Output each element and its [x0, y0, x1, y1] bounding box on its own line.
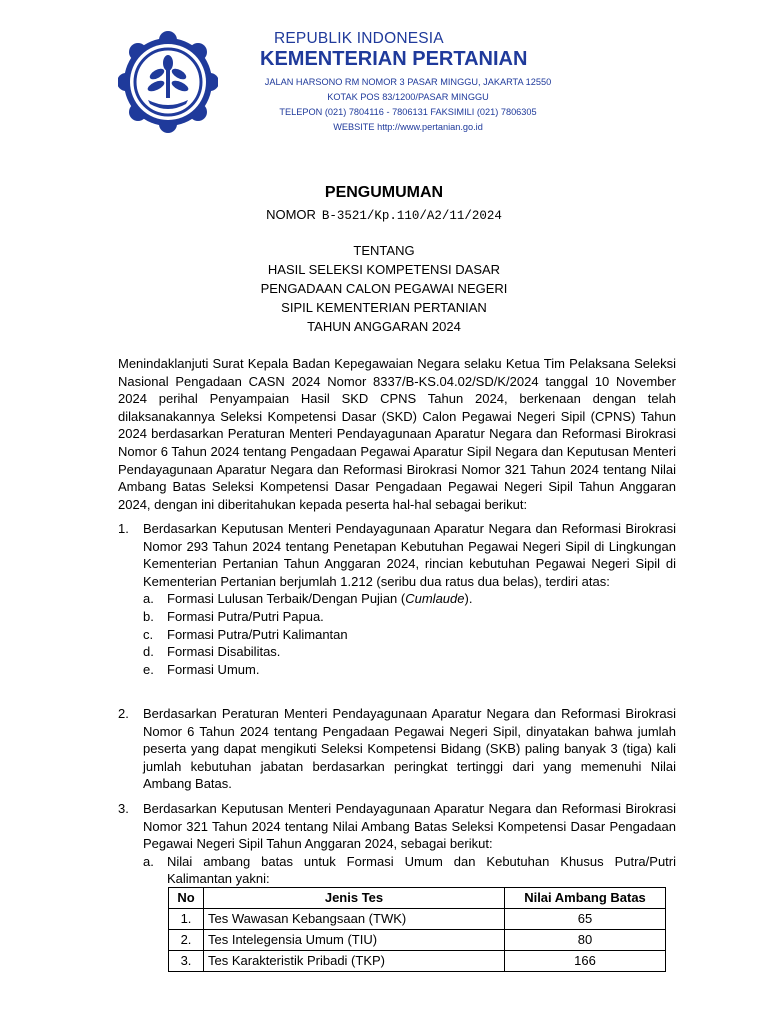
sub-item	[143, 608, 676, 626]
document-number	[0, 207, 768, 223]
sub-item-text: Nilai ambang batas untuk Formasi Umum dan Kebutuhan Khusus Putra/Putri Kalimantan yakni:	[167, 853, 676, 887]
sub-item-text: Formasi Disabilitas.	[167, 644, 281, 660]
list-item	[118, 520, 676, 678]
letterhead-website: WEBSITE http://www.pertanian.go.id	[333, 122, 483, 132]
letterhead-pobox: KOTAK POS 83/1200/PASAR MINGGU	[327, 92, 489, 102]
list-item-number: 1.	[118, 521, 129, 536]
table-cell-no: 2.	[169, 930, 204, 951]
threshold-table	[168, 887, 666, 972]
table-cell-no: 3.	[169, 951, 204, 972]
column-header-jenis-tes: Jenis Tes	[204, 888, 505, 909]
table-cell-jenis-tes: Tes Wawasan Kebangsaan (TWK)	[204, 909, 505, 930]
document-number-label: NOMOR	[266, 207, 316, 222]
sub-item-letter: b.	[143, 608, 154, 624]
table-row	[169, 930, 666, 951]
sub-item-letter: c.	[143, 626, 154, 642]
table-row	[169, 909, 666, 930]
intro-paragraph: Menindaklanjuti Surat Kepala Badan Kepegawaian Negara selaku Ketua Tim Pelaksana Seleksi Nasional Pengadaan CASN 2024 Nomor 8337/B-KS.04.02/SD/K/2024 tanggal 10 November 2024 perihal Penyampaian Hasil SKD CPNS Tahun 2024, berkenaan dengan telah dilaksanakannya Seleksi Kompetensi Dasar (SKD) Calon Pegawai Negeri Sipil (CPNS) Tahun 2024 berdasarkan Peraturan Menteri Pendayagunaan Aparatur Negara dan Reformasi Birokrasi Nomor 6 Tahun 2024 tentang Pengadaan Pegawai Aparatur Sipil Negara dan Keputusan Menteri Pendayagunaan Aparatur Negara dan Reformasi Birokrasi Nomor 321 Tahun 2024 tentang Nilai Ambang Batas Seleksi Kompetensi Dasar Pengadaan Pegawai Negeri Sipil Tahun Anggaran 2024, dengan ini diberitahukan kepada peserta hal-hal sebagai berikut:	[118, 356, 676, 512]
sub-item	[143, 853, 676, 888]
sub-item-letter: e.	[143, 661, 154, 677]
sub-item	[143, 626, 676, 644]
table-row	[169, 951, 666, 972]
sub-item-letter: d.	[143, 644, 154, 660]
table-cell-jenis-tes: Tes Karakteristik Pribadi (TKP)	[204, 951, 505, 972]
table-cell-jenis-tes: Tes Intelegensia Umum (TIU)	[204, 930, 505, 951]
sub-item-text: Formasi Umum.	[167, 661, 260, 677]
table-cell-nilai: 65	[505, 909, 666, 930]
letterhead-country: REPUBLIK INDONESIA	[274, 30, 444, 47]
list-item-text: Berdasarkan Keputusan Menteri Pendayagunaan Aparatur Negara dan Reformasi Birokrasi Nomor 293 Tahun 2024 tentang Penetapan Kebutuhan Pegawai Negeri Sipil di Lingkungan Kementerian Pertanian Tahun Anggaran 2024, rincian kebutuhan Pegawai Negeri Sipil di Kementerian Pertanian berjumlah 1.212 (seribu dua ratus dua belas), terdiri atas:	[143, 521, 676, 589]
sub-item-letter: a.	[143, 591, 154, 607]
letterhead-ministry: KEMENTERIAN PERTANIAN	[260, 48, 528, 70]
list-item	[118, 800, 676, 888]
sub-item	[143, 590, 676, 608]
list-item-number: 2.	[118, 706, 129, 721]
table-cell-nilai: 166	[505, 951, 666, 972]
list-item	[118, 705, 676, 793]
sub-item-letter: a.	[143, 853, 154, 869]
sub-item-text: Formasi Putra/Putri Kalimantan	[167, 626, 348, 642]
subject-label: TENTANG	[353, 243, 415, 258]
sub-item	[143, 643, 676, 661]
subject-line-3: SIPIL KEMENTERIAN PERTANIAN	[281, 300, 487, 315]
table-cell-nilai: 80	[505, 930, 666, 951]
document-heading: PENGUMUMAN	[324, 184, 444, 201]
document-number-value: B-3521/Kp.110/A2/11/2024	[321, 209, 502, 223]
sub-item-text: Formasi Lulusan Terbaik/Dengan Pujian (Cumlaude).	[167, 591, 473, 607]
cumlaude-text: Cumlaude	[405, 591, 465, 607]
table-header-row	[169, 888, 666, 909]
list-item-text: Berdasarkan Peraturan Menteri Pendayagunaan Aparatur Negara dan Reformasi Birokrasi Nomor 6 Tahun 2024 tentang Pengadaan Pegawai Negeri Sipil, dinyatakan bahwa jumlah peserta yang dapat mengikuti Seleksi Kompetensi Bidang (SKB) paling banyak 3 (tiga) kali jumlah kebutuhan jabatan berdasarkan peringkat tertinggi dari yang memenuhi Nilai Ambang Batas.	[143, 706, 676, 792]
subject-line-2: PENGADAAN CALON PEGAWAI NEGERI	[260, 281, 508, 296]
sub-item	[143, 661, 676, 679]
subject-line-1: HASIL SELEKSI KOMPETENSI DASAR	[267, 262, 501, 277]
sub-item-text: Formasi Putra/Putri Papua.	[167, 608, 324, 624]
list-item-text: Berdasarkan Keputusan Menteri Pendayagunaan Aparatur Negara dan Reformasi Birokrasi Nomor 321 Tahun 2024 tentang Nilai Ambang Batas Seleksi Kompetensi Dasar Pengadaan Pegawai Negeri Sipil Tahun Anggaran 2024, sebagai berikut:	[143, 801, 676, 852]
column-header-no: No	[169, 888, 204, 909]
table-cell-no: 1.	[169, 909, 204, 930]
letterhead-phone: TELEPON (021) 7804116 - 7806131 FAKSIMILI (021) 7806305	[279, 107, 537, 117]
kementan-logo	[118, 30, 218, 134]
column-header-nilai: Nilai Ambang Batas	[505, 888, 666, 909]
subject-line-4: TAHUN ANGGARAN 2024	[307, 319, 461, 334]
letterhead-address: JALAN HARSONO RM NOMOR 3 PASAR MINGGU, JAKARTA 12550	[264, 77, 552, 87]
list-item-number: 3.	[118, 801, 129, 816]
